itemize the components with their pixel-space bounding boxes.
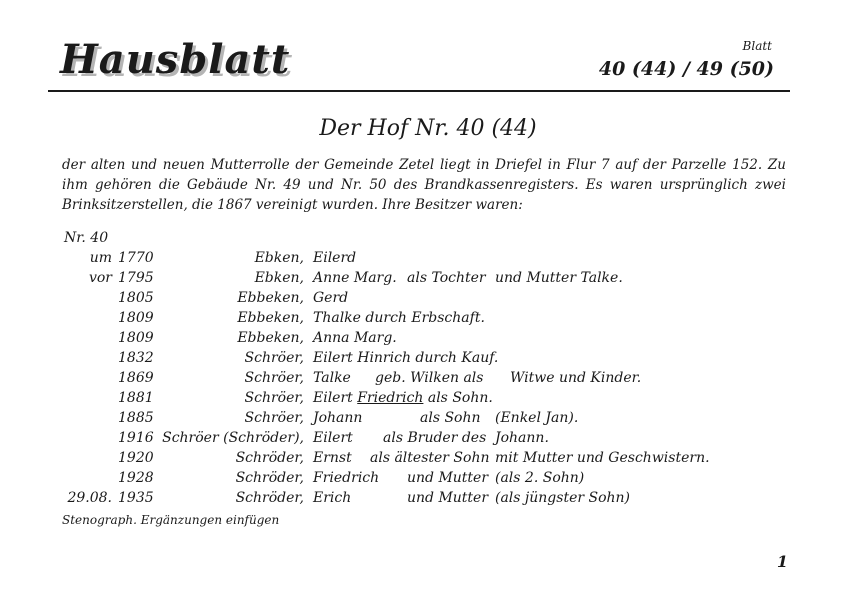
owner-row [0,328,856,348]
blatt-label: Blatt [742,39,772,53]
owner-year: 1928 [118,470,154,486]
underlined-name: Friedrich [357,390,424,406]
owner-row [0,448,856,468]
owner-year: 1809 [118,330,154,346]
owner-row [0,408,856,428]
owner-first-name: Talke [313,370,351,386]
owner-year: 1809 [118,310,154,326]
owner-first-name: Friedrich [313,470,380,486]
blatt-number: 40 (44) / 49 (50) [598,58,774,80]
owner-surname: Schröder, [235,450,304,466]
owner-relation: und Mutter [407,470,489,486]
owner-year: 1935 [118,490,154,506]
owner-year: 1795 [118,270,154,286]
owner-row [0,468,856,488]
owner-first-name: Eilert [313,430,353,446]
owner-date-prefix: 29.08. [67,490,112,506]
intro-text: der alten und neuen Mutterrolle der Gemeinde Zetel liegt in Driefel in Flur 7 auf der Parzelle 152. Zu ihm gehören die Gebäude Nr. 49 und Nr. 50 des Brandkassenregisters. Es waren ursprünglich zwei Brinksitzerstellen, die 1867 vereinigt wurden. Ihre Besitzer waren: [62,157,786,213]
owner-note: und Mutter Talke. [495,270,623,286]
owner-year: 1881 [118,390,154,406]
owner-year: 1805 [118,290,154,306]
owner-relation: und Mutter [407,490,489,506]
owner-note: (Enkel Jan). [495,410,579,426]
owner-first-name: Eilert Friedrich als Sohn. [313,390,493,406]
footnote: Stenograph. Ergänzungen einfügen [62,513,280,527]
owner-first-name: Erich [313,490,352,506]
owner-row [0,288,856,308]
intro-paragraph [62,155,786,215]
owner-year: 1920 [118,450,154,466]
owner-relation: als Sohn [420,410,481,426]
owner-note: (als jüngster Sohn) [495,490,631,506]
owner-year: 1869 [118,370,154,386]
owner-first-name: Anna Marg. [313,330,397,346]
owner-row [0,388,856,408]
owner-surname: Ebbeken, [237,330,304,346]
owner-note: Johann. [495,430,549,446]
owner-surname: Schröer (Schröder), [162,430,304,446]
owner-relation: als ältester Sohn [370,450,490,466]
page-number: 1 [776,552,788,571]
owner-row [0,348,856,368]
section-label: Nr. 40 [64,230,109,246]
owner-row [0,428,856,448]
owner-date-prefix: um [89,250,112,266]
owner-surname: Ebken, [254,270,304,286]
owner-surname: Schröer, [244,410,304,426]
owner-surname: Ebbeken, [237,310,304,326]
owner-first-name: Eilert Hinrich durch Kauf. [313,350,499,366]
owner-surname: Schröder, [235,490,304,506]
owner-first-name: Anne Marg. [313,270,397,286]
owner-surname: Schröer, [244,390,304,406]
owner-row [0,268,856,288]
owner-first-name: Eilerd [313,250,357,266]
owner-year: 1832 [118,350,154,366]
owner-row [0,368,856,388]
owner-row [0,488,856,508]
owner-surname: Schröer, [244,350,304,366]
owner-note: Witwe und Kinder. [510,370,642,386]
owner-note: (als 2. Sohn) [495,470,585,486]
owner-relation: als Bruder des [383,430,487,446]
farm-heading: Der Hof Nr. 40 (44) [319,116,537,141]
owner-note: mit Mutter und Geschwistern. [495,450,710,466]
owner-year: 1770 [118,250,154,266]
owner-row [0,248,856,268]
owner-first-name: Thalke durch Erbschaft. [313,310,485,326]
owner-relation: geb. Wilken als [375,370,484,386]
owner-surname: Schröder, [235,470,304,486]
owner-date-prefix: vor [88,270,112,286]
owner-list [0,228,856,508]
owner-year: 1885 [118,410,154,426]
owner-surname: Ebken, [254,250,304,266]
owner-surname: Schröer, [244,370,304,386]
page-title: Hausblatt [60,36,291,83]
owner-year: 1916 [118,430,154,446]
owner-first-name: Ernst [313,450,352,466]
owner-first-name: Gerd [313,290,349,306]
owner-row [0,308,856,328]
owner-surname: Ebbeken, [237,290,304,306]
section-row [0,228,856,248]
header-rule [48,90,790,92]
owner-relation: als Tochter [407,270,486,286]
owner-first-name: Johann [313,410,363,426]
